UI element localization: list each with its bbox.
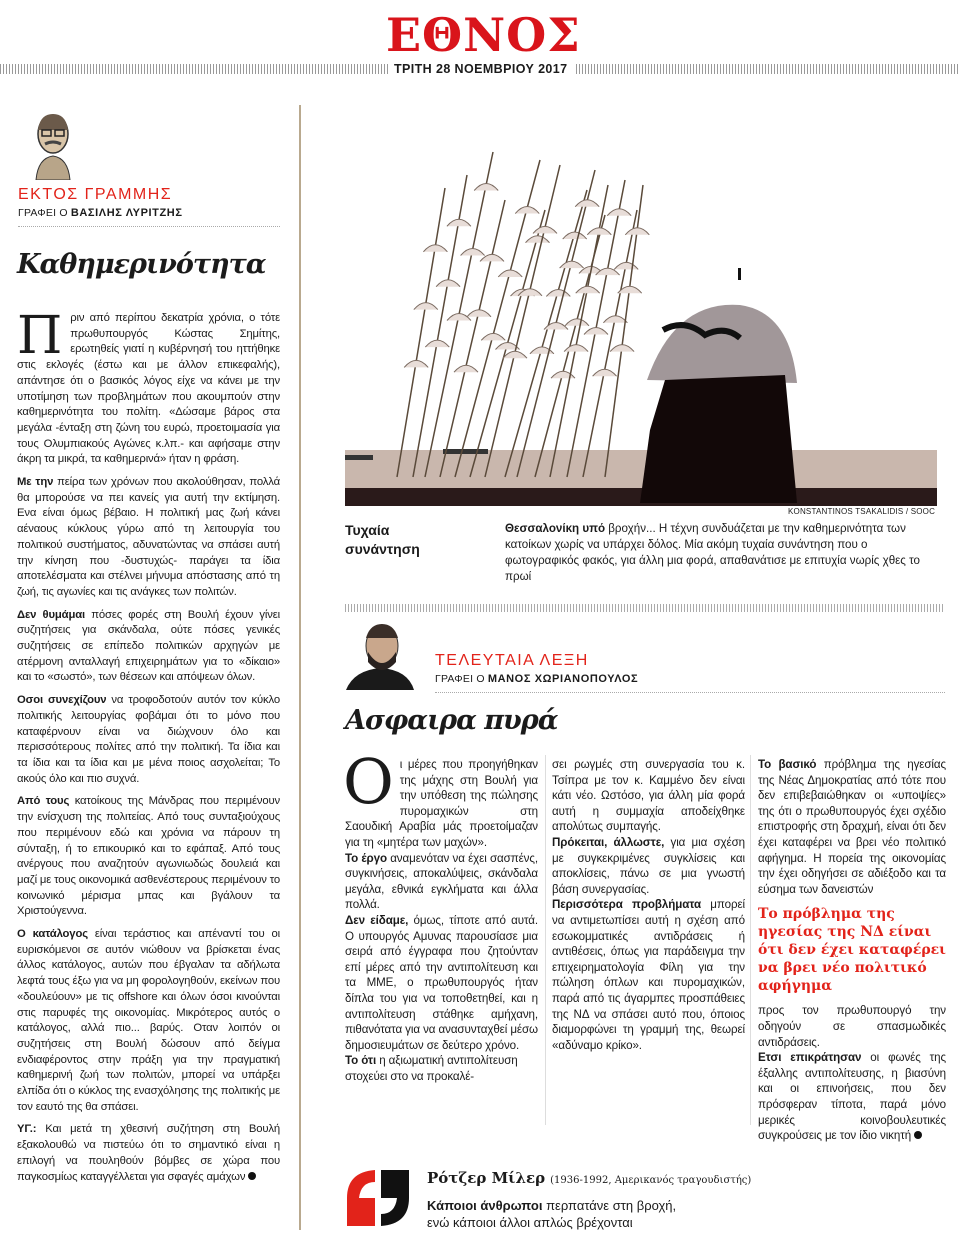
paragraph (17, 927, 280, 1115)
paragraph (758, 757, 946, 897)
paragraph (552, 757, 745, 835)
paragraph (345, 913, 538, 1053)
paragraph (17, 1122, 280, 1185)
quote-lead: Κάποιοι άνθρωποι (427, 1198, 543, 1213)
umbrella-sculpture-icon (584, 328, 608, 335)
quote-author: Ρότζερ Μίλερ (427, 1169, 546, 1187)
paragraph (17, 693, 280, 787)
article-column-3 (758, 757, 946, 1144)
paragraph-lead: Από τους (17, 795, 70, 808)
umbrella-sculpture-icon (576, 286, 600, 293)
umbrella-sculpture-icon (467, 310, 491, 317)
paragraph-lead: Με την (17, 476, 54, 489)
paragraph-text: πρόβλημα της ηγεσίας της Νέας Δημοκρατίας από τότε που δεν επιβεβαιώθηκαν οι «υποψίες» της ότι ο πρωθυπουργός έχει σχέδιο επιστροφής στη δραχμή, είναι ότι δεν έχει καταφέρει να βρει νέο πολιτικό αφήγημα. Η πορεία της οικονομίας την έχει οδηγήσει σε αδιέξοδο και τα εύσημα των δανειστών (758, 758, 946, 896)
paragraph-lead: Δεν είδαμε, (345, 913, 409, 927)
photo-image (345, 90, 937, 506)
paragraph-text: οι φωνές της έξαλλης αντιπολίτευσης, η βιασύνη και οι επινοήσεις, που δεν πρόσφεραν τίποτα, παρά μόνο μερικές κοινοβουλευτικές συγκρούσεις με τον ίδιο νικητή (758, 1051, 946, 1143)
umbrella-sculpture-icon (565, 319, 589, 326)
quote-line: ενώ κάποιοι άλλοι απλώς βρέχονται (427, 1215, 633, 1230)
author-name: ΜΑΝΟΣ ΧΩΡΙΑΝΟΠΟΥΛΟΣ (487, 673, 639, 685)
author-name: ΒΑΣΙΛΗΣ ΛΥΡΙΤΖΗΣ (70, 207, 183, 219)
photo-caption (505, 521, 935, 585)
paragraph-lead: Οσοι συνεχίζουν (17, 694, 107, 707)
umbrella-sculpture-icon (625, 228, 649, 235)
umbrella-sculpture-icon (515, 207, 539, 214)
paragraph-text: πόσες φορές στη Βουλή έχουν γίνει συζητήσεις για σκάνδαλα, ούτε πόσες γενικές συζητήσεις σε επίπεδο πολιτικών αρχηγών με ατέρμονη ανταλλαγή επιχειρημάτων για το «δίκαιο» και το «σωστό», των θέσεων και απόψεων όλων. (17, 608, 280, 684)
umbrella-sculpture-icon (436, 280, 460, 287)
paragraph (17, 306, 280, 468)
umbrella-sculpture-icon (603, 316, 627, 323)
umbrella-sculpture-icon (575, 200, 599, 207)
paragraph-text: για μια σχέση με συγκεκριμένες συγκλίσεις και αποκλίσεις, πάνω σε μια γνωστή βάση συνεργασίας. (552, 835, 745, 896)
umbrella-sculpture-icon (425, 340, 449, 347)
section-rule (345, 604, 945, 612)
umbrella-sculpture-icon (498, 270, 522, 277)
paragraph-text: Και μετά τη χθεσινή συζήτηση στη Βουλή εξακολουθώ να πιστεύω ότι το σημαντικό είναι η επιλογή να πουληθούν βόμβες σε χώρα που παγκοσμίως καταγγέλλεται για σφαγές αμάχων (17, 1123, 280, 1183)
photo-credit: KONSTANTINOS TSAKALIDIS / SOOC (788, 507, 936, 516)
paragraph-text: η αξιωματική αντιπολίτευση στοχεύει στο να προκαλέ- (345, 1054, 518, 1083)
paragraph-text: κατοίκους της Μάνδρας που περιμένουν την ενίσχυση της πολιτείας. Από τους συνταξιούχους που περιμένουν εδώ και χρόνια να πάρουν τη σύνταξη, ή το επικουρικό και το εφάπαξ. Από τους ανέργους που αναζητούν αγωνιωδώς δουλειά και μαζί με τους οικονομικά ασθενέστερους περιμένουν το κοινωνικό μέρισμα μπας και βγάλουν τα Χριστούγεννα. (17, 795, 281, 918)
caption-text: βροχήν... Η τέχνη συνδυάζεται με την καθημερινότητα των κατοίκων χωρίς να υπάρχει δόλος. Μία ακόμη τυχαία συνάντηση που ο φωτογραφικός φακός, για άλλη μια φορά, απαθανάτισε με επιτυχία νωρίς χθες το πρωί (505, 522, 920, 583)
author-portrait-lyritzis (28, 108, 78, 180)
masthead-logo: ΕΘΝΟΣ (386, 8, 581, 62)
column-rule (750, 755, 751, 1125)
byline (18, 207, 183, 220)
quote-author-info: (1936-1992, Αμερικανός τραγουδιστής) (550, 1175, 752, 1186)
umbrella-sculpture-icon (560, 261, 584, 268)
quote-line: περπατάνε στη βροχή, (542, 1198, 677, 1213)
paragraph-text: αναμενόταν να έχει σασπένς, συγκινήσεις, αποκαλύψεις, σκάνδαλα μεγάλα, εθνικά εγκλήματα και άλλα πολλά. (345, 851, 538, 912)
column-rule (545, 755, 546, 1125)
paragraph-text: προς τον πρωθυπουργό την οδηγούν σε σπασμωδικές αντιδράσεις. (758, 1004, 946, 1049)
paragraph-text: να τροφοδοτούν αυτόν τον κύκλο πολιτικής λειτουργίας φοβάμαι ότι το μόνο που καταφέρνουν είναι να διώχνουν όλο και περισσότερους πολίτες από την πολιτική. Τα ίδια και τα ίδια και τα ίδια και με μένα ποιος ασχολείται; Το ακούς όλο και πιο συχνά. (17, 694, 280, 785)
paragraph-lead: Περισσότερα προβλήματα (552, 898, 701, 912)
end-bullet-icon (914, 1131, 922, 1139)
umbrella-sculpture-icon (593, 369, 617, 376)
paragraph-lead: Το έργο (345, 851, 387, 865)
umbrella-sculpture-icon (610, 345, 634, 352)
paragraph-text: μπορεί να αντιμετωπίσει αυτή η σχέση από εσωκομματικές αντιδράσεις ή αντιθέσεις, όπως για παράδειγμα την επιχειρηματολογία Φίλη για την πώληση όπλων και πυρομαχικών, παρά από τις άγαρμπες προσπάθειες της ΝΔ να σπάσει αυτό που, όποιος διαμορφώνει τη γραμμή της, θεωρεί «αδύναμο κρίκο». (552, 898, 745, 1052)
byline-prefix: ΓΡΑΦΕΙ Ο (18, 207, 68, 219)
umbrella-sculpture-icon (526, 236, 550, 243)
issue-date: ΤΡΙΤΗ 28 ΝΟΕΜΒΡΙΟΥ 2017 (388, 62, 574, 77)
divider (18, 226, 280, 227)
umbrella-sculpture-icon (461, 249, 485, 256)
paragraph (345, 851, 538, 913)
umbrella-sculpture-icon (614, 262, 638, 269)
umbrella-sculpture-icon (587, 228, 611, 235)
column-divider (299, 105, 301, 1230)
paragraph (552, 835, 745, 897)
paragraph-lead: Ετσι επικράτησαν (758, 1051, 862, 1065)
umbrella-sculpture-icon (404, 360, 428, 367)
paragraph (17, 475, 280, 601)
paragraph-text: σει ρωγμές στη συνεργασία του κ. Τσίπρα με τον κ. Καμμένο δεν είναι κάτι νέο. Ωστόσο, για άλλη μία φορά αυτή η συμμαχία αποδείχθηκε απολύτως συμπαγής. (552, 758, 745, 834)
paragraph (345, 1053, 538, 1084)
paragraph-text: όμως, τίποτε από αυτά. Ο υπουργός Αμυνας παρουσίασε μια σειρά από έγγραφα που ζητούνταν επί μέρες από την αντιπολίτευση και τα ΜΜΕ, ο πρωθυπουργός ήταν δίπλα του για να τοποθετηθεί, και η αντιπολίτευση στάθηκε αμήχανη, πιθανότατα για να ανασυνταχθεί μέσω δημοσιευμάτων σε δεύτερο χρόνο. (345, 913, 538, 1052)
quote-mark-icon (345, 1168, 411, 1228)
paragraph (758, 1003, 946, 1050)
umbrella-sculpture-icon (414, 303, 438, 310)
portrait-icon (346, 618, 416, 690)
drop-cap: Π (17, 306, 63, 366)
author-portrait-chorianopoulos (346, 618, 416, 690)
umbrella-sculpture-icon (447, 219, 471, 226)
umbrella-sculpture-icon (544, 323, 568, 330)
paragraph (552, 897, 745, 1053)
paragraph (17, 608, 280, 687)
paragraph (343, 745, 538, 851)
umbrella-sculpture-icon (563, 232, 587, 239)
caption-lead: Θεσσαλονίκη υπό (505, 522, 606, 535)
paragraph (17, 794, 280, 920)
portrait-icon (28, 108, 78, 180)
paragraph-lead: Πρόκειται, άλλωστε, (552, 835, 665, 849)
byline-prefix: ΓΡΑΦΕΙ Ο (435, 673, 485, 685)
paragraph (758, 1050, 946, 1144)
paragraph-lead: Δεν θυμάμαι (17, 608, 86, 621)
byline (435, 673, 638, 686)
article-column-1 (343, 745, 538, 1084)
paragraph-text: ριν από περίπου δεκατρία χρόνια, ο τότε πρωθυπουργός Κώστας Σημίτης, ερωτηθείς γιατί η κυβέρνησή του ηττήθηκε στις εκλογές (έστω και με άλλον επικεφαλής), απάντησε ότι ο βασικός λόγος είχε να κάνει με την υποτίμηση των προβλημάτων που ακουμπούν στην καθημερινότητα του πολίτη. «Δώσαμε βάρος στα μεγάλα -ένταξη στη ζώνη του ευρώ, προετοιμασία για τους Ολυμπιακούς Αγώνες κ.λπ.- και αφήσαμε στην άκρη τα μικρά, τα καθημερινά» ήταν η φράση. (17, 312, 280, 466)
column-kicker: ΤΕΛΕΥΤΑΙΑ ΛΕΞΗ (435, 652, 589, 669)
umbrella-sculpture-icon (546, 289, 570, 296)
drop-cap: Ο (343, 745, 394, 818)
caption-title: Τυχαία συνάντηση (345, 522, 420, 557)
divider (435, 692, 945, 693)
paragraph-lead: Το βασικό (758, 758, 817, 771)
umbrella-sculpture-icon (481, 333, 505, 340)
umbrella-sculpture-icon (474, 184, 498, 191)
article-body (17, 306, 281, 1192)
umbrella-sculpture-icon (607, 209, 631, 216)
paragraph-text: πείρα των χρόνων που ακολούθησαν, πολλά θα μπορούσε να πει κανείς για αυτή την εκτίμηση. Ενα είναι όμως βέβαιο. Η πολιτική μας ζωή κάνει αέναους κύκλους γύρω από τη λειτουργία του πολιτικού συστήματος, αδυνατώντας να σπάσει αυτή την κίνηση που -δυστυχώς- παράγει τα ίδια αποτελέσματα και στέλνει μήνυμα απόστασης από τη ζωή, τις αγωνίες και τις ανάγκες των πολιτών. (17, 476, 280, 598)
article-title: Καθημερινότητα (17, 249, 266, 280)
quote-text (427, 1197, 676, 1231)
article-column-2 (552, 757, 745, 1053)
paragraph-lead: ΥΓ.: (17, 1123, 37, 1136)
column-kicker: ΕΚΤΟΣ ΓΡΑΜΜΗΣ (18, 186, 173, 203)
umbrella-sculpture-icon (454, 365, 478, 372)
umbrella-sculpture-icon (564, 345, 588, 352)
photo-umbrellas-thessaloniki (345, 90, 937, 506)
paragraph-lead: Ο κατάλογος (17, 928, 88, 941)
paragraph-text: ι μέρες που προηγήθηκαν της μάχης στη Βουλή για την υπόθεση της πώλησης πυρομαχικών στη Σαουδική Αραβία μάς προετοίμαζαν για τη «μητέρα των μαχών». (345, 758, 538, 849)
paragraph-lead: Το ότι (345, 1054, 377, 1068)
article-title: Ασφαιρα πυρά (345, 705, 558, 736)
quote-attribution (427, 1168, 751, 1190)
end-bullet-icon (248, 1172, 256, 1180)
pull-quote: Το πρόβλημα της ηγεσίας της ΝΔ είναι ότι δεν έχει καταφέρει να βρει νέο πολιτικό αφήγημα (758, 906, 946, 995)
paragraph-text: είναι τεράστιος και απέναντί του οι ευρισκόμενοι σε αυτόν νιώθουν να βρίσκεται ένας άλλος κατάλογος, αυτών που έβγαλαν τα αδήλωτα λεφτά τους έξω για να μη φορολογηθούν, εκείνων που «δουλεύουν» με τις offshore και όλων όσοι κινούνται στις παρυφές της οικονομίας. Μικρότερος αυτός ο κατάλογος, αλλά πιο... βαρύς. Οταν λοιπόν οι συζητήσεις στη Βουλή δώσουν από δείγμα ενδιαφέροντος στην πράξη για την πραγματική καθημερινή ζωή των πολιτών, μπορεί να υπάρξει ελπίδα ότι ο κύκλος της ενασχόλησης της πολιτικής με τον εαυτό της θα σπάσει. (17, 928, 280, 1113)
umbrella-sculpture-icon (503, 351, 527, 358)
umbrella-sculpture-icon (533, 226, 557, 233)
umbrella-sculpture-icon (423, 245, 447, 252)
